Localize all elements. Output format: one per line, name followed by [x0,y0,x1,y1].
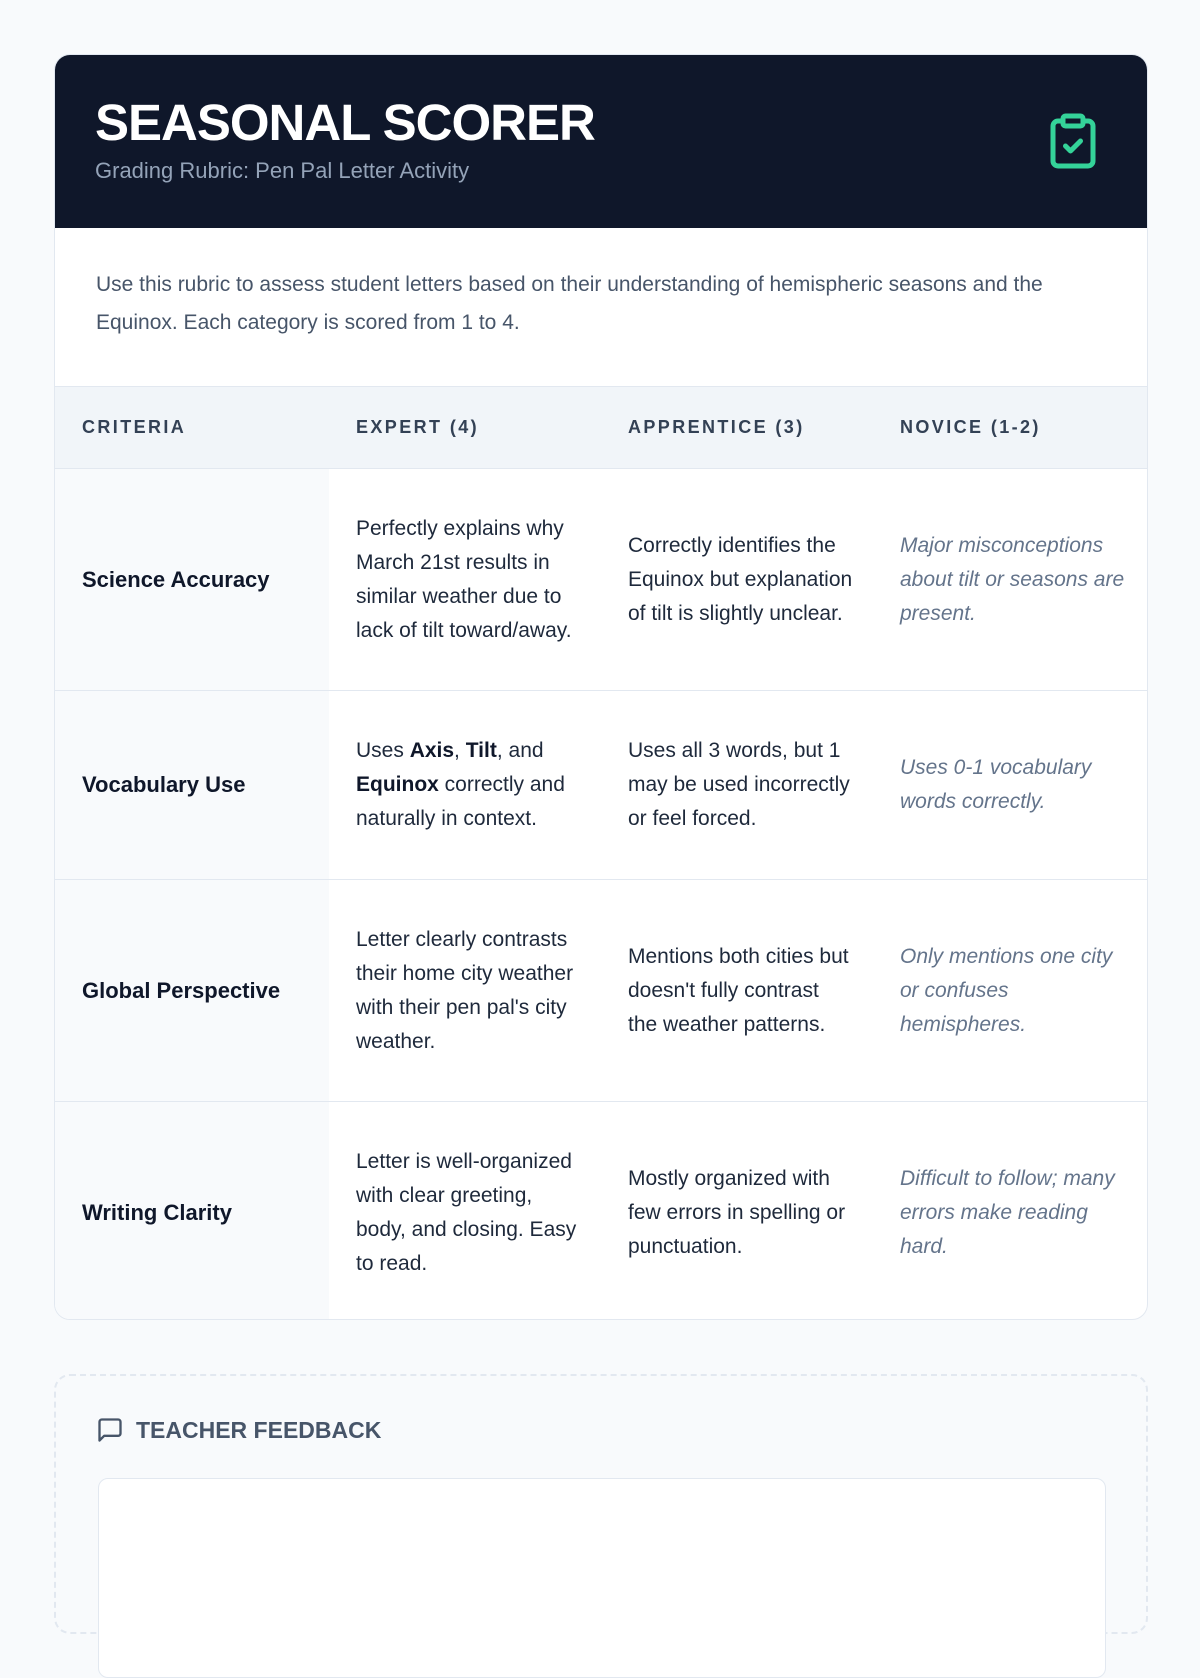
novice-cell: Major misconceptions about tilt or seasons are present. [873,469,1148,691]
expert-text: , [454,739,466,762]
column-header-criteria: CRITERIA [55,387,329,469]
expert-cell: Letter is well-organized with clear greeting, body, and closing. Easy to read. [356,1149,577,1275]
table-row [55,880,1148,1102]
column-header-expert: EXPERT (4) [329,387,601,469]
vocab-term-equinox: Equinox [356,773,439,796]
novice-cell: Difficult to follow; many errors make reading hard. [900,1166,1115,1258]
expert-text: Uses [356,739,410,762]
message-square-icon [96,1416,124,1444]
clipboard-check-icon [1043,109,1103,173]
table-header-row [55,387,1148,469]
intro-text: Use this rubric to assess student letters based on their understanding of hemispheric seasons and the Equinox. Each category is scored from 1 to 4. [96,273,1043,334]
column-header-novice: NOVICE (1-2) [873,387,1148,469]
app-subtitle: Grading Rubric: Pen Pal Letter Activity [95,158,470,183]
apprentice-cell: Correctly identifies the Equinox but explanation of tilt is slightly unclear. [601,469,873,691]
column-header-apprentice: APPRENTICE (3) [601,387,873,469]
vocab-term-tilt: Tilt [465,739,497,762]
feedback-label-text: TEACHER FEEDBACK [136,1416,382,1443]
table-row [55,469,1148,691]
vocab-term-axis: Axis [409,739,455,762]
criteria-cell: Global Perspective [55,880,329,1102]
criteria-cell: Science Accuracy [55,469,329,691]
criteria-cell: Vocabulary Use [55,691,329,880]
novice-cell: Only mentions one city or confuses hemispheres. [873,880,1148,1102]
table-row [55,691,1148,880]
expert-cell: Perfectly explains why March 21st results in similar weather due to lack of tilt toward/away. [329,469,601,691]
teacher-feedback-section [54,1374,1148,1634]
rubric-table [55,386,1148,1320]
apprentice-cell: Uses all 3 words, but 1 may be used incorrectly or feel forced. [601,691,873,880]
expert-text: correctly and naturally in context. [356,773,565,830]
table-row [55,1102,1148,1321]
header [55,55,1147,228]
feedback-textarea[interactable] [98,1478,1106,1678]
criteria-cell: Writing Clarity [55,1102,329,1321]
app-title: SEASONAL SCORER [95,94,595,151]
feedback-label [96,1416,381,1444]
novice-cell: Uses 0-1 vocabulary words correctly. [873,691,1148,880]
expert-text: , and [496,739,544,762]
expert-cell [329,691,601,880]
expert-cell: Letter clearly contrasts their home city weather with their pen pal's city weather. [329,880,601,1102]
apprentice-cell: Mentions both cities but doesn't fully contrast the weather patterns. [601,880,873,1102]
rubric-card [54,54,1148,1320]
apprentice-cell: Mostly organized with few errors in spelling or punctuation. [628,1166,846,1258]
